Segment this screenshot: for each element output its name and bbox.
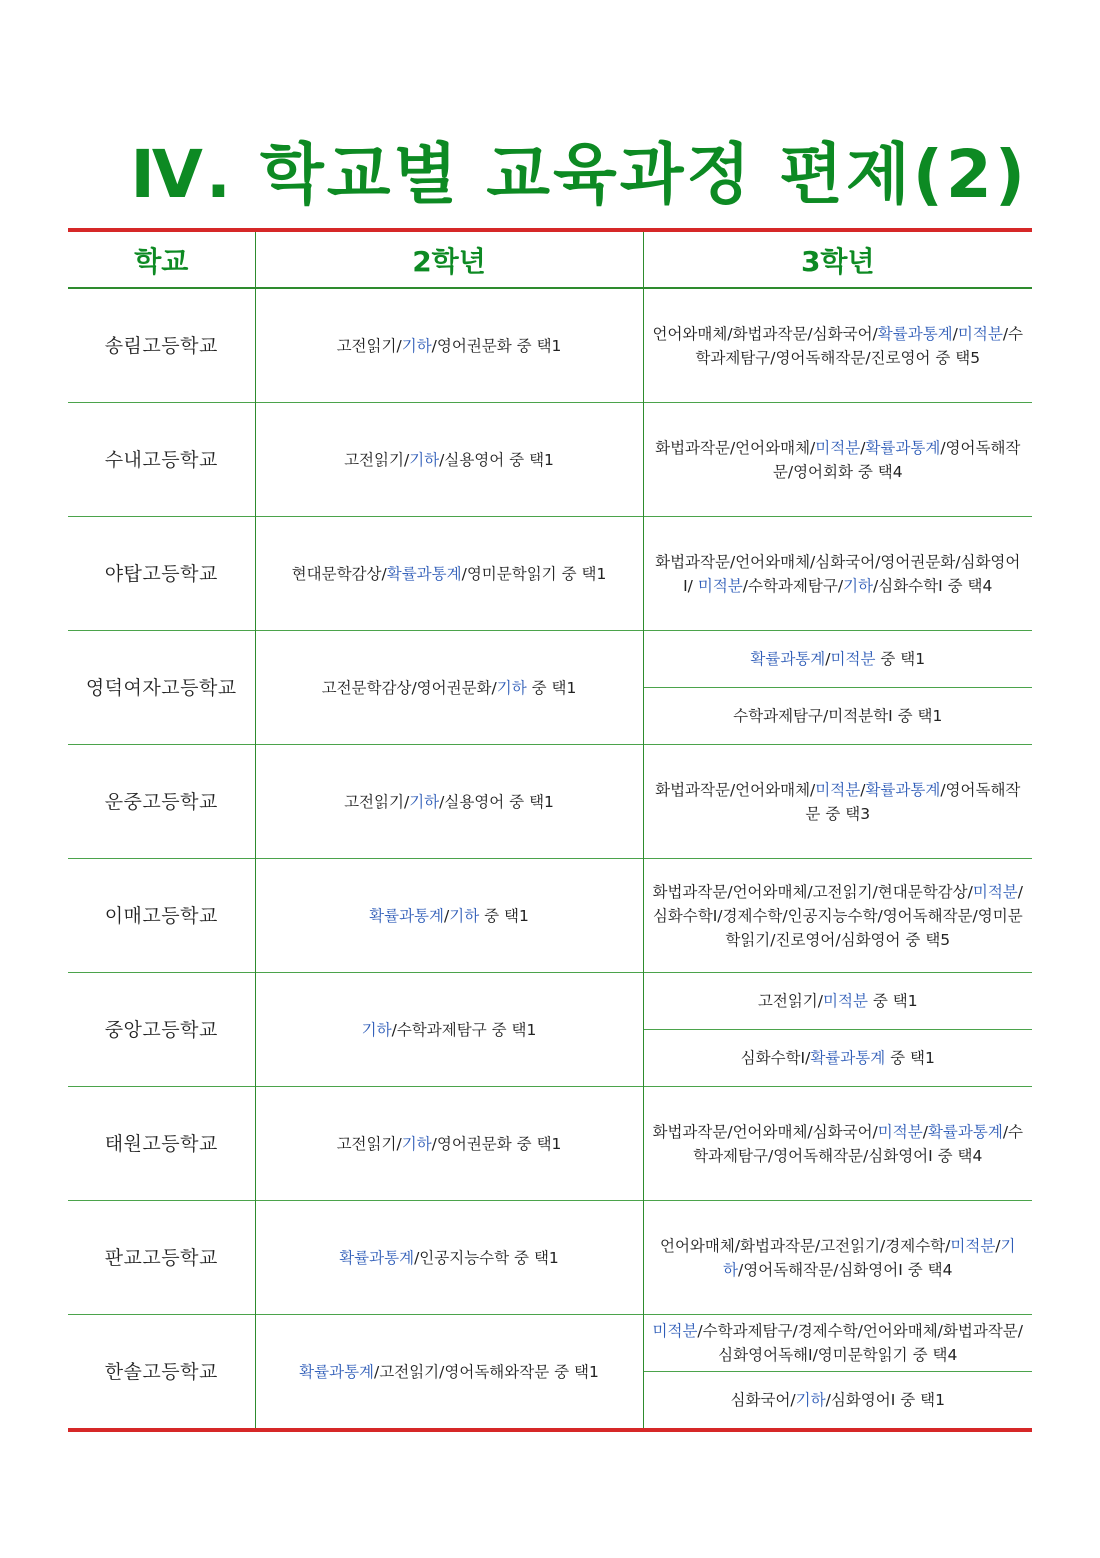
subject-highlight: 미적분 xyxy=(877,1122,923,1141)
subject-text: / xyxy=(860,438,866,457)
subject-text: 화법과작문/언어와매체/심화국어/ xyxy=(652,1122,878,1141)
subject-text: /수학과제탐구/영어독해작문/심화영어Ⅰ 중 택4 xyxy=(693,1122,1024,1165)
subject-text: 중 택1 xyxy=(885,1049,935,1067)
subject-highlight: 확률과통계 xyxy=(810,1049,886,1067)
subject-highlight: 미적분 xyxy=(815,780,861,799)
subject-text: /수학과제탐구/ xyxy=(742,576,844,595)
subject-text: 화법과작문/언어와매체/심화국어/영어권문화/심화영어Ⅰ/ xyxy=(655,552,1021,595)
subject-highlight: 확률과통계 xyxy=(877,324,953,343)
curriculum-table xyxy=(68,228,1032,1432)
subject-text: /실용영어 중 택1 xyxy=(439,450,554,469)
subject-text: /영어독해작문/심화영어Ⅰ 중 택4 xyxy=(738,1260,953,1279)
grade2-cell xyxy=(255,973,643,1087)
grade3-cell xyxy=(643,288,1032,403)
school-name-cell: 한솔고등학교 xyxy=(68,1315,255,1431)
grade3-cell xyxy=(643,1087,1032,1201)
grade2-cell xyxy=(255,859,643,973)
subject-text: /고전읽기/영어독해와작문 중 택1 xyxy=(374,1362,599,1381)
subject-text: 중 택1 xyxy=(867,992,918,1010)
table-row xyxy=(68,403,1032,517)
school-name-cell: 태원고등학교 xyxy=(68,1087,255,1201)
table-row xyxy=(68,1201,1032,1315)
grade2-cell xyxy=(255,1315,643,1431)
grade3-cell xyxy=(643,1372,1032,1431)
school-name-cell: 판교고등학교 xyxy=(68,1201,255,1315)
table-row xyxy=(68,745,1032,859)
subject-highlight: 미적분 xyxy=(697,576,743,595)
subject-highlight: 기하 xyxy=(449,906,480,925)
grade3-cell xyxy=(643,745,1032,859)
table-row xyxy=(68,973,1032,1030)
subject-highlight: 확률과통계 xyxy=(865,780,941,799)
subject-text: /수학과제탐구/영어독해작문/진로영어 중 택5 xyxy=(695,324,1024,367)
school-name-cell: 수내고등학교 xyxy=(68,403,255,517)
school-name-cell: 이매고등학교 xyxy=(68,859,255,973)
header-grade3: 3학년 xyxy=(643,230,1032,288)
subject-highlight: 기하 xyxy=(409,450,440,469)
subject-text: /심화수학Ⅰ/경제수학/인공지능수학/영어독해작문/영미문학읽기/진로영어/심화영어 중 택5 xyxy=(652,882,1023,949)
subject-text: /영어권문화 중 택1 xyxy=(431,336,562,355)
school-name-cell: 중앙고등학교 xyxy=(68,973,255,1087)
subject-text: /수학과제탐구/경제수학/언어와매체/화법과작문/심화영어독해Ⅰ/영미문학읽기 중 택4 xyxy=(697,1322,1023,1364)
subject-text: 수학과제탐구/미적분학Ⅰ 중 택1 xyxy=(733,707,943,725)
subject-text: 심화수학Ⅰ/ xyxy=(740,1049,811,1067)
table-body xyxy=(68,288,1032,1430)
subject-text: 화법과작문/언어와매체/고전읽기/현대문학감상/ xyxy=(652,882,973,901)
subject-highlight: 기하 xyxy=(401,1134,432,1153)
subject-text: / xyxy=(860,780,866,799)
subject-highlight: 미적분 xyxy=(815,438,861,457)
grade2-cell xyxy=(255,745,643,859)
subject-highlight: 확률과통계 xyxy=(865,438,941,457)
table-row xyxy=(68,517,1032,631)
subject-text: /영어독해작문 중 택3 xyxy=(805,780,1021,823)
subject-highlight: 확률과통계 xyxy=(299,1362,375,1381)
table-row xyxy=(68,859,1032,973)
grade2-cell xyxy=(255,1087,643,1201)
grade2-cell xyxy=(255,631,643,745)
subject-text: 고전읽기/ xyxy=(344,450,410,469)
subject-highlight: 기하 xyxy=(361,1020,392,1039)
subject-highlight: 미적분 xyxy=(652,1322,698,1340)
subject-text: 중 택1 xyxy=(479,906,529,925)
subject-text: /영어권문화 중 택1 xyxy=(431,1134,562,1153)
subject-text: /인공지능수학 중 택1 xyxy=(414,1248,559,1267)
subject-highlight: 미적분 xyxy=(972,882,1018,901)
subject-text: / xyxy=(995,1236,1001,1255)
subject-text: /심화수학Ⅰ 중 택4 xyxy=(873,576,993,595)
subject-text: 고전읽기/ xyxy=(757,992,824,1010)
grade3-cell xyxy=(643,517,1032,631)
subject-highlight: 확률과통계 xyxy=(750,650,826,668)
subject-text: / xyxy=(825,650,831,668)
grade2-cell xyxy=(255,403,643,517)
subject-text: 심화국어/ xyxy=(730,1391,796,1409)
subject-text: 중 택1 xyxy=(875,650,926,668)
subject-highlight: 기하 xyxy=(409,792,440,811)
header-school: 학교 xyxy=(68,230,255,288)
subject-highlight: 확률과통계 xyxy=(369,906,444,925)
grade3-cell xyxy=(643,1315,1032,1372)
school-name-cell: 운중고등학교 xyxy=(68,745,255,859)
subject-text: 고전읽기/ xyxy=(336,336,402,355)
subject-highlight: 확률과통계 xyxy=(339,1248,415,1267)
subject-text: 고전읽기/ xyxy=(336,1134,402,1153)
subject-text: / xyxy=(952,324,958,343)
subject-highlight: 미적분 xyxy=(830,650,876,668)
subject-text: 언어와매체/화법과작문/고전읽기/경제수학/ xyxy=(659,1236,951,1255)
subject-highlight: 기하 xyxy=(843,576,874,595)
school-name-cell: 야탑고등학교 xyxy=(68,517,255,631)
subject-text: /실용영어 중 택1 xyxy=(439,792,554,811)
grade3-cell xyxy=(643,859,1032,973)
page-title: Ⅳ. 학교별 교육과정 편제(2) xyxy=(130,136,1028,213)
grade3-cell xyxy=(643,1030,1032,1087)
grade2-cell xyxy=(255,517,643,631)
grade3-cell xyxy=(643,973,1032,1030)
subject-text: 고전문학감상/영어권문화/ xyxy=(321,678,497,697)
subject-highlight: 기하 xyxy=(496,678,527,697)
grade2-cell xyxy=(255,1201,643,1315)
subject-highlight: 확률과통계 xyxy=(927,1122,1003,1141)
grade3-cell xyxy=(643,688,1032,745)
grade3-cell xyxy=(643,631,1032,688)
table-row xyxy=(68,288,1032,403)
school-name-cell: 송림고등학교 xyxy=(68,288,255,403)
school-name-cell: 영덕여자고등학교 xyxy=(68,631,255,745)
header-grade2: 2학년 xyxy=(255,230,643,288)
subject-text: /영어독해작문/영어회화 중 택4 xyxy=(772,438,1021,481)
subject-highlight: 기하 xyxy=(723,1236,1016,1279)
table-row xyxy=(68,631,1032,688)
subject-text: / xyxy=(922,1122,928,1141)
grade3-cell xyxy=(643,1201,1032,1315)
subject-text: /영미문학읽기 중 택1 xyxy=(461,564,607,583)
grade2-cell xyxy=(255,288,643,403)
subject-highlight: 미적분 xyxy=(957,324,1003,343)
subject-text: / xyxy=(444,906,450,925)
subject-text: 화법과작문/언어와매체/ xyxy=(655,780,816,799)
subject-highlight: 기하 xyxy=(795,1391,826,1409)
subject-text: 중 택1 xyxy=(526,678,577,697)
grade3-cell xyxy=(643,403,1032,517)
table-row xyxy=(68,1315,1032,1372)
subject-text: 고전읽기/ xyxy=(344,792,410,811)
subject-highlight: 확률과통계 xyxy=(386,564,462,583)
subject-text: /심화영어Ⅰ 중 택1 xyxy=(825,1391,945,1409)
subject-text: /수학과제탐구 중 택1 xyxy=(391,1020,537,1039)
subject-highlight: 미적분 xyxy=(950,1236,996,1255)
subject-text: 언어와매체/화법과작문/심화국어/ xyxy=(652,324,878,343)
subject-text: 현대문학감상/ xyxy=(291,564,387,583)
subject-highlight: 기하 xyxy=(401,336,432,355)
subject-text: 화법과작문/언어와매체/ xyxy=(655,438,816,457)
table-row xyxy=(68,1087,1032,1201)
subject-highlight: 미적분 xyxy=(823,992,868,1010)
table-header-row xyxy=(68,230,1032,288)
